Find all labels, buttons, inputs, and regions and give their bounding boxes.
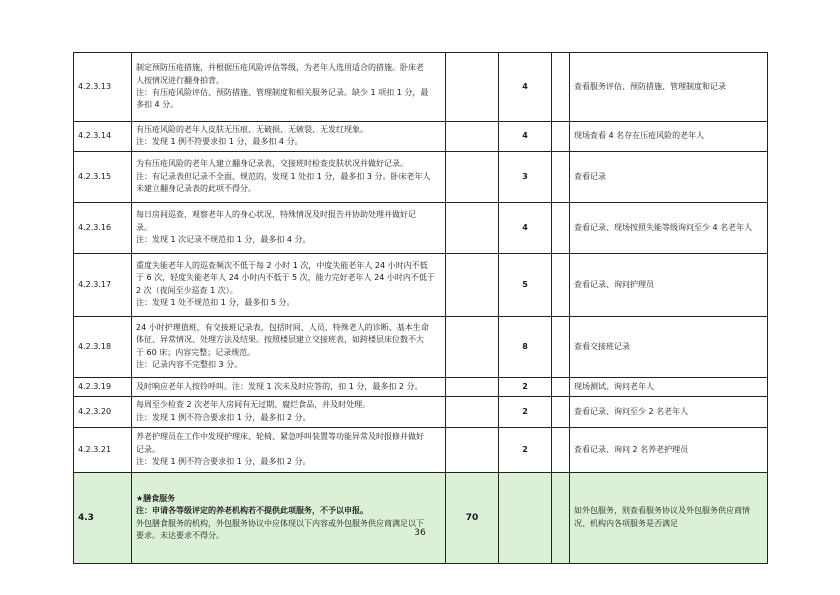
description-line: 注：有记录表但记录不全面、规范的，发现 1 处扣 1 分，最多扣 3 分。卧床老年人	[136, 171, 431, 181]
description-line: 为有压疮风险的老年人建立翻身记录表，交接班时检查皮肤状况并做好记录。	[136, 159, 408, 169]
description-line: 人按情况进行翻身拍背。	[136, 75, 224, 85]
description-line: 24 小时护理值班，有交接班记录表，包括时间、人员、特殊老人的诊断、基本生命	[136, 323, 429, 332]
table-row	[74, 316, 768, 377]
item-description	[132, 377, 446, 396]
section-score-cell	[499, 472, 552, 563]
description-line: 注：发现 1 例不符合要求扣 1 分，最多扣 2 分。	[136, 412, 311, 422]
item-score: 8	[499, 316, 552, 377]
item-code: 4.2.3.15	[74, 151, 132, 202]
item-description	[132, 396, 446, 427]
item-score: 2	[499, 377, 552, 396]
description-line: 注：记录内容不完整扣 3 分。	[136, 360, 243, 370]
section-total-score: 70	[446, 472, 499, 563]
item-score: 2	[499, 396, 552, 427]
total-score-cell	[446, 202, 499, 253]
description-line: 每周至少检查 2 次老年人房间有无过期、腐烂食品，并及时处理。	[136, 400, 371, 410]
evaluation-method: 查看记录	[570, 151, 768, 202]
total-score-cell	[446, 122, 499, 152]
item-description	[132, 122, 446, 152]
evaluation-method: 查看交接班记录	[570, 316, 768, 377]
item-description	[132, 253, 446, 316]
table-row	[74, 202, 768, 253]
narrow-cell	[552, 122, 570, 152]
section-row	[74, 472, 768, 563]
narrow-cell	[552, 151, 570, 202]
description-line: 制定预防压疮措施，并根据压疮风险评估等级，为老年人选用适合的措施。卧床老	[136, 63, 424, 73]
section-note: 注：申请各等级评定的养老机构若不提供此项服务，不予以申报。	[136, 506, 368, 516]
total-score-cell	[446, 253, 499, 316]
description-line: 注：发现 1 处不规范扣 1 分，最多扣 5 分。	[136, 298, 295, 308]
item-score: 4	[499, 53, 552, 122]
description-line: 录。	[136, 222, 152, 232]
total-score-cell	[446, 151, 499, 202]
description-line: 2 次（夜间至少巡查 1 次）。	[136, 285, 238, 295]
item-score: 4	[499, 122, 552, 152]
item-description	[132, 316, 446, 377]
total-score-cell	[446, 427, 499, 472]
table-row	[74, 377, 768, 396]
table-row	[74, 253, 768, 316]
page-number: 36	[414, 528, 426, 538]
section-narrow-cell	[552, 472, 570, 563]
table-row	[74, 396, 768, 427]
description-line: 注：发现 1 例不符合要求扣 1 分，最多扣 2 分。	[136, 457, 311, 467]
evaluation-method: 查看记录、询问护理员	[570, 253, 768, 316]
description-line: 养老护理员在工作中发现护理床、轮椅、紧急呼叫装置等功能异常及时报修并做好	[136, 432, 424, 442]
description-line: 多扣 4 分。	[136, 100, 179, 110]
description-line: 记录。	[136, 444, 160, 454]
item-code: 4.2.3.21	[74, 427, 132, 472]
evaluation-method: 查看记录、现场按照失能等级询问至少 4 名老年人	[570, 202, 768, 253]
section-description	[132, 472, 446, 563]
description-line: 每日房间巡查，观察老年人的身心状况，特殊情况及时报告并协助处理并做好记	[136, 210, 416, 220]
description-line: 注：发现 1 例不符要求扣 1 分，最多扣 4 分。	[136, 137, 303, 147]
description-line: 体征、异常情况、处理方法及结果。按照楼层建立交接班表，如跨楼层床位数不大	[136, 335, 424, 345]
narrow-cell	[552, 316, 570, 377]
description-line: 于 60 床；内容完整；记录规范。	[136, 347, 256, 357]
standards-table	[73, 52, 768, 564]
table-row	[74, 151, 768, 202]
evaluation-method: 查看服务评估、预防措施、管理制度和记录	[570, 53, 768, 122]
total-score-cell	[446, 316, 499, 377]
evaluation-method: 查看记录、询问至少 2 名老年人	[570, 396, 768, 427]
evaluation-method: 现场测试、询问老年人	[570, 377, 768, 396]
total-score-cell	[446, 53, 499, 122]
narrow-cell	[552, 427, 570, 472]
section-code: 4.3	[74, 472, 132, 563]
description-line: 重度失能老年人的巡查频次不低于每 2 小时 1 次，中度失能老年人 24 小时内不低	[136, 261, 428, 270]
evaluation-method: 现场查看 4 名存在压疮风险的老年人	[570, 122, 768, 152]
item-code: 4.2.3.17	[74, 253, 132, 316]
standards-table-body	[74, 53, 768, 564]
item-description	[132, 151, 446, 202]
item-code: 4.2.3.20	[74, 396, 132, 427]
section-text-line: 外包膳食服务的机构，外包服务协议中应体现以下内容或外包服务供应商满足以下	[136, 518, 424, 528]
item-code: 4.2.3.19	[74, 377, 132, 396]
total-score-cell	[446, 396, 499, 427]
description-line: 于 6 次，轻度失能老年人 24 小时内不低于 5 次，能力完好老年人 24 小时内不低于	[136, 273, 435, 283]
description-line: 有压疮风险的老年人皮肤无压痕、无破损、无皴裂、无发红现象。	[136, 125, 368, 134]
table-row	[74, 122, 768, 152]
item-code: 4.2.3.16	[74, 202, 132, 253]
item-score: 4	[499, 202, 552, 253]
item-description	[132, 427, 446, 472]
narrow-cell	[552, 53, 570, 122]
item-score: 5	[499, 253, 552, 316]
item-score: 2	[499, 427, 552, 472]
description-line: 注：发现 1 次记录不规范扣 1 分，最多扣 4 分。	[136, 235, 311, 245]
item-code: 4.2.3.14	[74, 122, 132, 152]
table-row	[74, 427, 768, 472]
table-row	[74, 53, 768, 122]
description-line: 及时响应老年人按铃呼叫。注：发现 1 次未及时应答的，扣 1 分，最多扣 2 分。	[136, 381, 423, 391]
narrow-cell	[552, 396, 570, 427]
item-code: 4.2.3.13	[74, 53, 132, 122]
narrow-cell	[552, 202, 570, 253]
section-method: 如外包服务，则查看服务协议及外包服务供应商情况、机构内各项服务是否满足	[570, 472, 768, 563]
item-score: 3	[499, 151, 552, 202]
description-line: 未建立翻身记录表的此项不得分。	[136, 184, 256, 194]
total-score-cell	[446, 377, 499, 396]
narrow-cell	[552, 377, 570, 396]
item-code: 4.2.3.18	[74, 316, 132, 377]
description-line: 注：有压疮风险评估、预防措施、管理制度和相关服务记录。缺少 1 项扣 1 分，最	[136, 88, 429, 97]
section-title: ★膳食服务	[136, 494, 176, 503]
item-description	[132, 53, 446, 122]
narrow-cell	[552, 253, 570, 316]
evaluation-method: 查看记录、询问 2 名养老护理员	[570, 427, 768, 472]
section-text-line: 要求。未达要求不得分。	[136, 531, 224, 541]
item-description	[132, 202, 446, 253]
